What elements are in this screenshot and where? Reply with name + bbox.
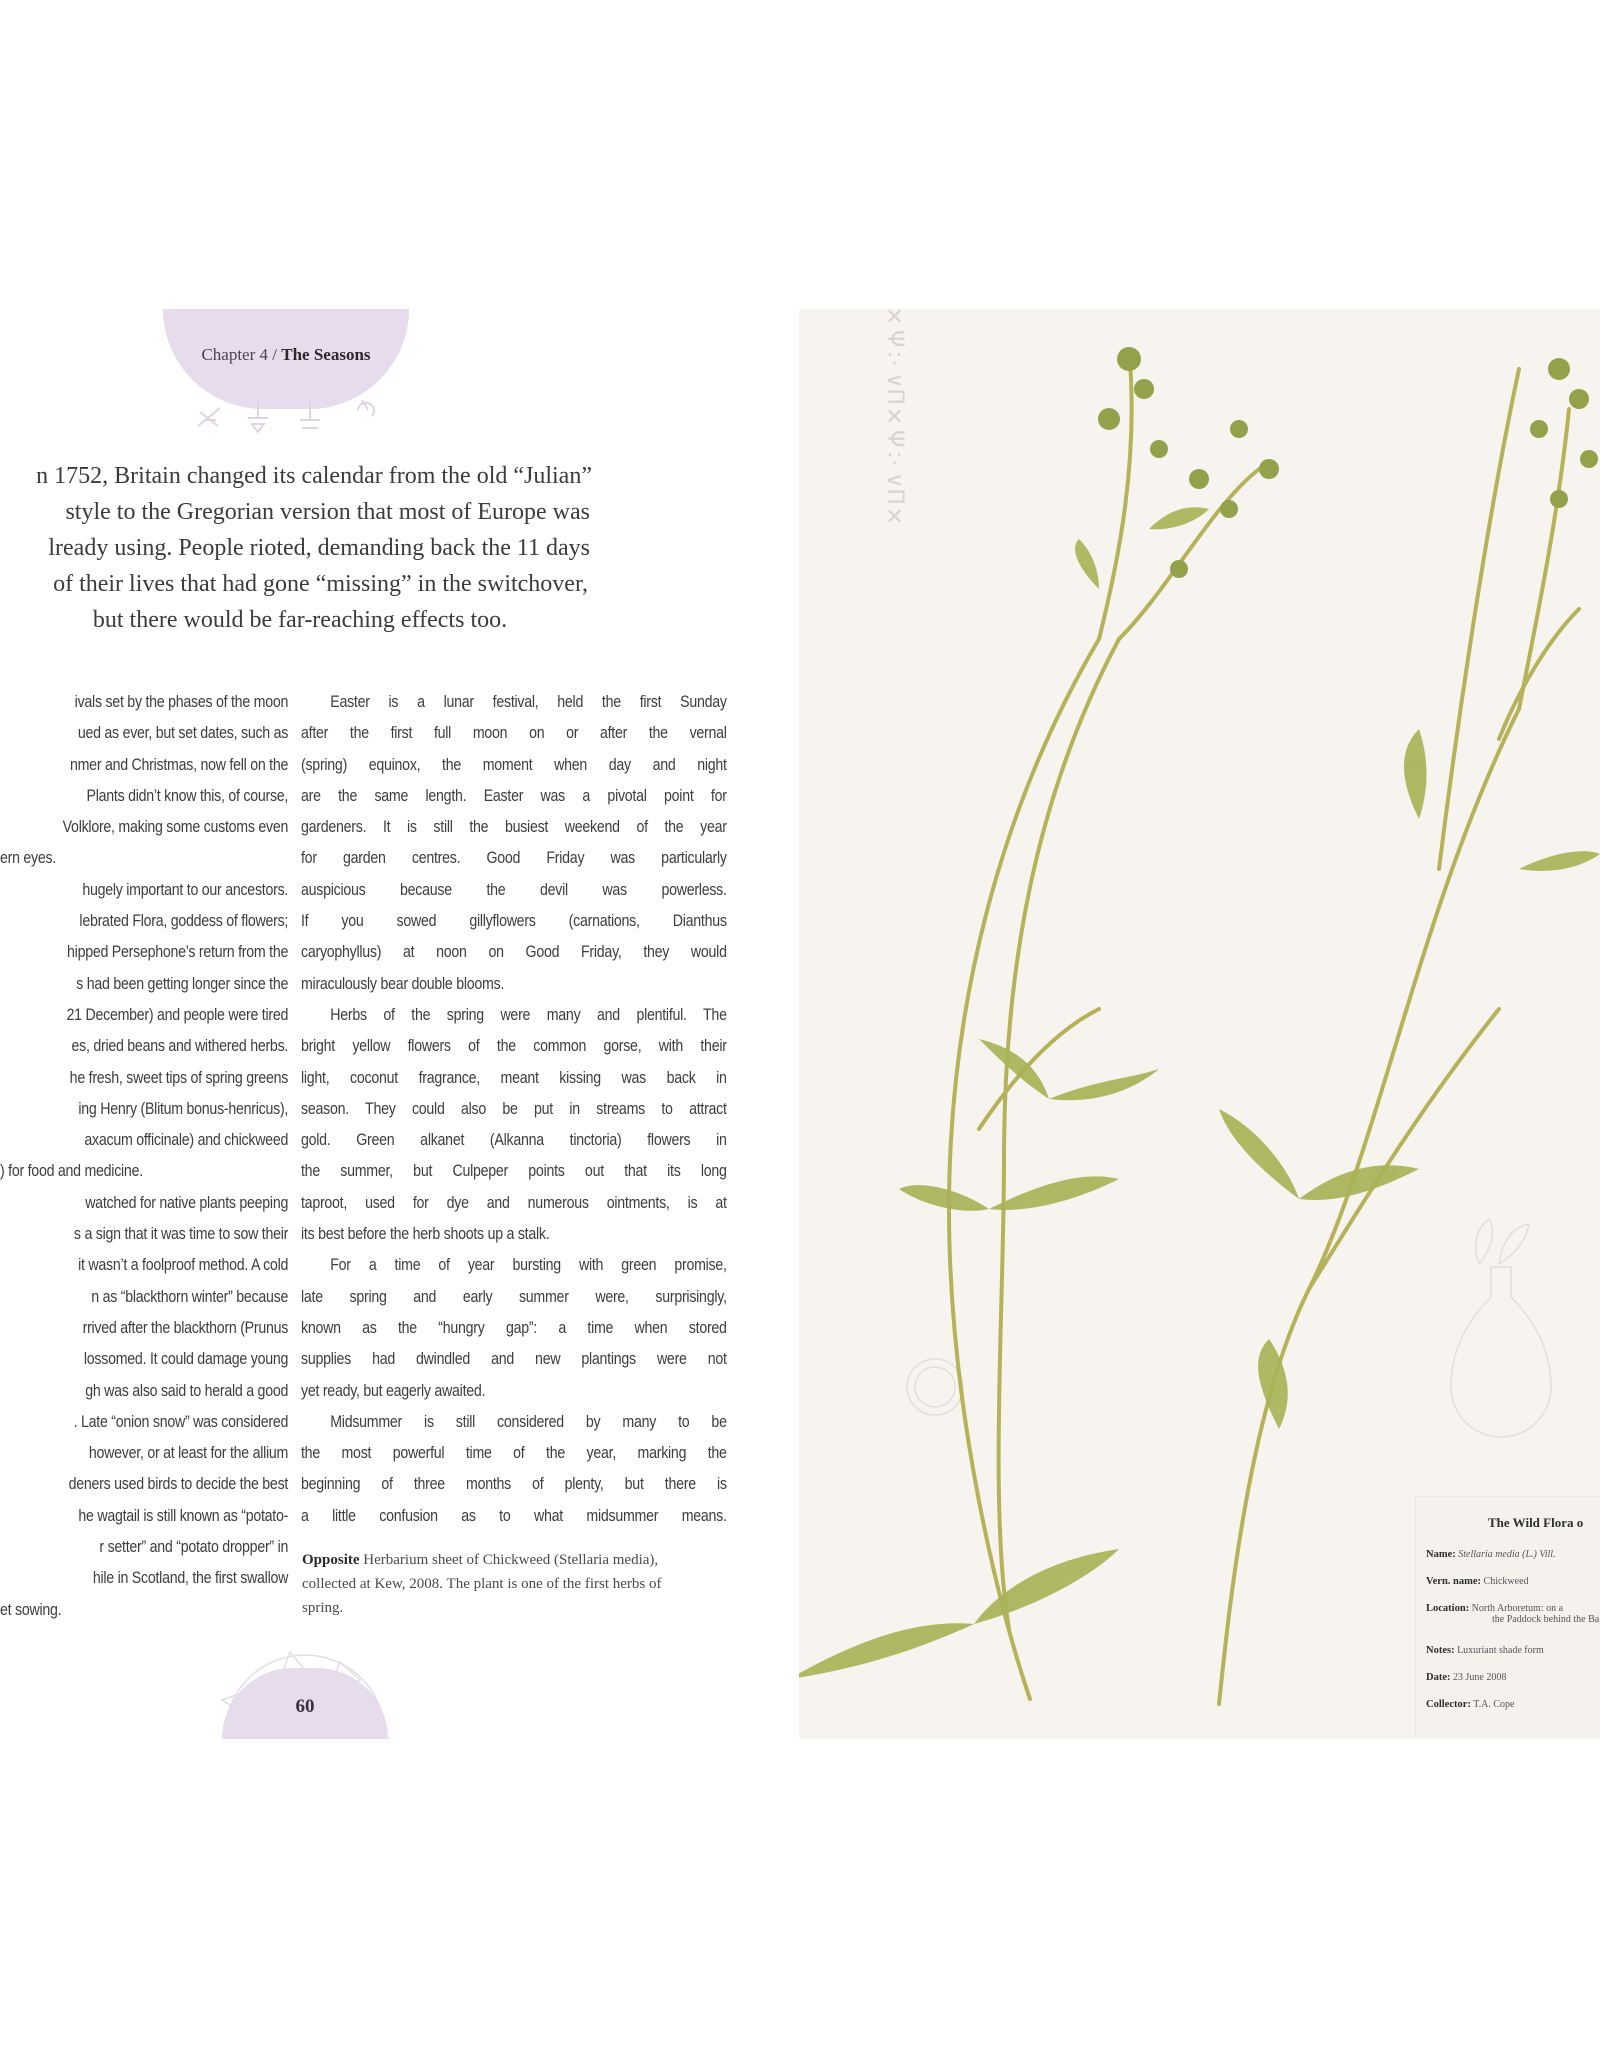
- intro-paragraph: [0, 458, 600, 638]
- body-line: Plants didn’t know this, of course,: [86, 786, 289, 805]
- intro-line: style to the Gregorian version that most of Europe was: [65, 499, 590, 525]
- body-line: et sowing.: [0, 1600, 62, 1619]
- figure-caption: [302, 1548, 692, 1620]
- label-date-row: [1426, 1672, 1506, 1683]
- body-line: taproot, used for dye and numerous ointments, is at: [301, 1193, 727, 1212]
- body-line: (spring) equinox, the moment when day and night: [301, 755, 727, 774]
- body-line: bright yellow flowers of the common gorse, with their: [301, 1037, 727, 1056]
- body-line: hugely important to our ancestors.: [82, 880, 289, 899]
- label-value: 23 June 2008: [1453, 1672, 1507, 1683]
- body-line: n as “blackthorn winter” because: [91, 1287, 289, 1306]
- body-line: ing Henry (Blitum bonus-henricus),: [78, 1099, 289, 1118]
- body-line: miraculously bear double blooms.: [301, 974, 505, 993]
- label-value: Stellaria media (L.) Vill.: [1458, 1549, 1556, 1560]
- body-line: s had been getting longer since the: [76, 974, 289, 993]
- body-line: light, coconut fragrance, meant kissing was back in: [301, 1068, 727, 1087]
- body-line: beginning of three months of plenty, but there is: [301, 1475, 727, 1494]
- body-line: es, dried beans and withered herbs.: [71, 1037, 289, 1056]
- body-line: however, or at least for the allium: [88, 1444, 289, 1463]
- label-vern-row: [1426, 1576, 1529, 1587]
- body-line: the summer, but Culpeper points out that its long: [301, 1162, 727, 1181]
- label-key: Date:: [1426, 1672, 1451, 1683]
- body-line: For a time of year bursting with green promise,: [330, 1256, 727, 1275]
- caption-text: Herbarium sheet of Chickweed (Stellaria media), collected at Kew, 2008. The plant is one of the first herbs of spring.: [302, 1552, 662, 1616]
- body-line: auspicious because the devil was powerless.: [301, 880, 727, 899]
- body-line: hile in Scotland, the first swallow: [92, 1569, 289, 1588]
- body-line: rrived after the blackthorn (Prunus: [82, 1318, 289, 1337]
- label-key: Collector:: [1426, 1699, 1471, 1710]
- body-line: r setter” and “potato dropper” in: [99, 1538, 289, 1557]
- body-line: caryophyllus) at noon on Good Friday, they would: [301, 943, 727, 962]
- rune-text: ✕Ψ∵∨Π✕Ψ∵∨Π✕: [882, 305, 907, 530]
- page-number: 60: [295, 1696, 315, 1717]
- label-key: Notes:: [1426, 1645, 1455, 1656]
- body-line: season. They could also be put in streams to attract: [301, 1099, 727, 1118]
- alchemical-glyphs-icon: [190, 396, 390, 436]
- body-line: Herbs of the spring were many and plentiful. The: [330, 1005, 727, 1024]
- label-value: Luxuriant shade form: [1457, 1645, 1544, 1656]
- body-column-2: [301, 687, 727, 1532]
- body-column-1: [0, 687, 288, 1626]
- label-key: Name:: [1426, 1549, 1456, 1560]
- body-line: Midsummer is still considered by many to be: [330, 1412, 727, 1431]
- body-line: late spring and early summer were, surprisingly,: [301, 1287, 727, 1306]
- running-head: [163, 345, 409, 365]
- label-value: North Arboretum: on a: [1471, 1603, 1564, 1614]
- body-line: . Late “onion snow” was considered: [73, 1412, 289, 1431]
- herbarium-label-title: The Wild Flora o: [1488, 1515, 1584, 1530]
- body-line: after the first full moon on or after the vernal: [301, 724, 727, 743]
- label-key: Location:: [1426, 1603, 1470, 1614]
- body-line: If you sowed gillyflowers (carnations, Dianthus: [301, 912, 727, 931]
- intro-line: of their lives that had gone “missing” in the switchover,: [53, 571, 588, 597]
- body-line: the most powerful time of the year, marking the: [301, 1444, 727, 1463]
- body-line: ued as ever, but set dates, such as: [77, 724, 289, 743]
- body-line: deners used birds to decide the best: [68, 1475, 289, 1494]
- intro-line: but there would be far-reaching effects too.: [92, 607, 508, 633]
- label-value: the Paddock behind the Ba: [1492, 1614, 1600, 1625]
- body-line: supplies had dwindled and new plantings were not: [301, 1350, 727, 1369]
- body-line: its best before the herb shoots up a stalk.: [301, 1225, 550, 1244]
- body-line: gold. Green alkanet (Alkanna tinctoria) flowers in: [301, 1131, 727, 1150]
- running-head-title: The Seasons: [281, 345, 371, 364]
- body-line: are the same length. Easter was a pivotal point for: [301, 786, 727, 805]
- body-line: 21 December) and people were tired: [66, 1005, 289, 1024]
- label-name-row: [1426, 1549, 1556, 1560]
- body-line: a little confusion as to what midsummer means.: [301, 1506, 727, 1525]
- label-location-row: [1426, 1603, 1599, 1625]
- body-line: for garden centres. Good Friday was particularly: [301, 849, 727, 868]
- label-value: T.A. Cope: [1473, 1699, 1515, 1710]
- label-collector-row: [1426, 1699, 1514, 1710]
- body-line: lebrated Flora, goddess of flowers;: [79, 912, 289, 931]
- body-line: he fresh, sweet tips of spring greens: [69, 1068, 289, 1087]
- body-line: Volklore, making some customs even: [62, 818, 289, 837]
- label-notes-row: [1426, 1645, 1544, 1656]
- body-line: watched for native plants peeping: [85, 1193, 289, 1212]
- body-line: nmer and Christmas, now fell on the: [69, 755, 289, 774]
- body-line: it wasn’t a foolproof method. A cold: [78, 1256, 289, 1275]
- body-line: axacum officinale) and chickweed: [84, 1131, 289, 1150]
- body-line: ) for food and medicine.: [0, 1162, 143, 1181]
- body-line: Easter is a lunar festival, held the first Sunday: [330, 693, 727, 711]
- body-line: lossomed. It could damage young: [83, 1350, 289, 1369]
- body-line: gardeners. It is still the busiest weekend of the year: [301, 818, 727, 837]
- body-line: s a sign that it was time to sow their: [73, 1225, 289, 1244]
- body-line: ivals set by the phases of the moon: [74, 693, 289, 711]
- caption-lead: Opposite: [302, 1552, 360, 1568]
- label-key: Vern. name:: [1426, 1576, 1482, 1587]
- body-line: known as the “hungry gap”: a time when stored: [301, 1318, 727, 1337]
- body-line: ern eyes.: [0, 849, 57, 868]
- intro-line: n 1752, Britain changed its calendar from the old “Julian”: [36, 463, 592, 489]
- body-line: hipped Persephone’s return from the: [67, 943, 289, 962]
- label-value: Chickweed: [1483, 1576, 1529, 1587]
- body-line: gh was also said to herald a good: [85, 1381, 289, 1400]
- body-line: yet ready, but eagerly awaited.: [301, 1381, 486, 1400]
- intro-line: lready using. People rioted, demanding back the 11 days: [48, 535, 590, 561]
- running-head-chapter: Chapter 4 /: [201, 345, 282, 364]
- body-line: he wagtail is still known as “potato-: [78, 1506, 289, 1525]
